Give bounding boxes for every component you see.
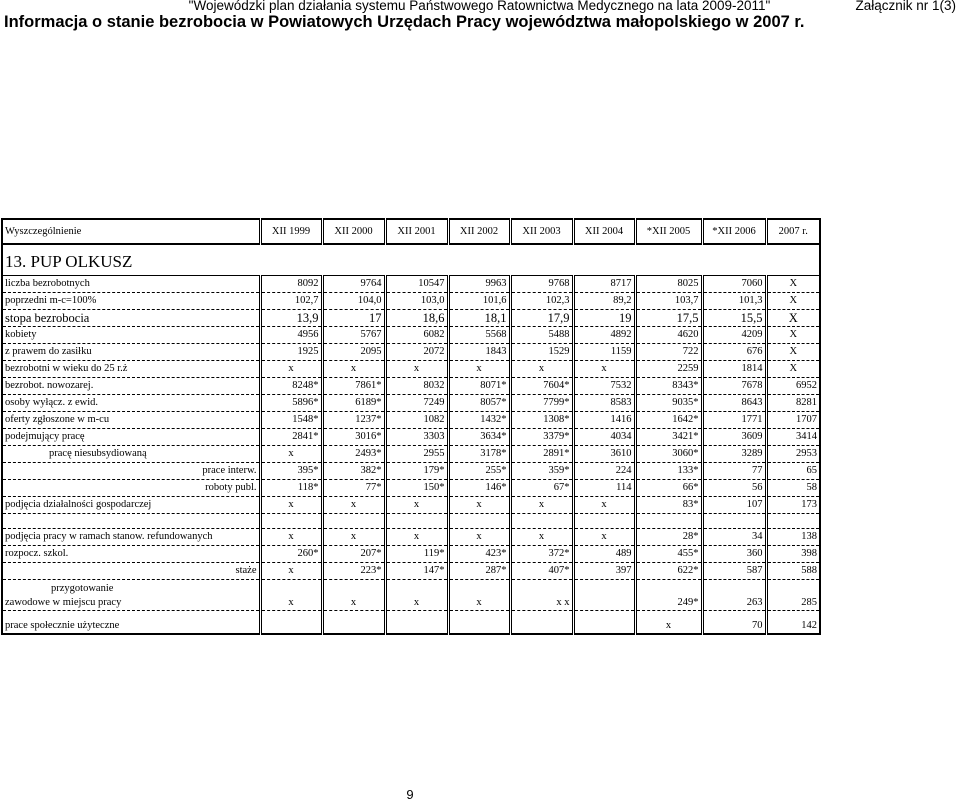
- table-row: [2, 463, 820, 480]
- table-row: [2, 395, 820, 412]
- table-cell: 407*: [510, 563, 573, 580]
- table-cell: 1843: [448, 344, 510, 361]
- table-cell: 146*: [448, 480, 510, 497]
- table-cell: x: [573, 361, 635, 378]
- table-cell: 224: [573, 463, 635, 480]
- table-cell: 147*: [385, 563, 448, 580]
- table-cell: 19: [573, 310, 635, 327]
- table-cell: 676: [702, 344, 766, 361]
- table-cell: 263: [702, 580, 766, 611]
- table-cell: 1771: [702, 412, 766, 429]
- table-cell: x: [573, 529, 635, 546]
- table-cell: 397: [573, 563, 635, 580]
- table-cell: 3421*: [635, 429, 702, 446]
- table-cell: 489: [573, 546, 635, 563]
- row-label: bezrobot. nowozarej.: [2, 378, 260, 395]
- table-cell: 89,2: [573, 293, 635, 310]
- table-cell: 2891*: [510, 446, 573, 463]
- table-cell: [322, 611, 385, 635]
- table-cell: 7060: [702, 276, 766, 293]
- table-cell: 9764: [322, 276, 385, 293]
- table-cell: x: [510, 361, 573, 378]
- row-label: podjęcia działalności gospodarczej: [2, 497, 260, 514]
- table-cell: 1642*: [635, 412, 702, 429]
- table-header-row: [2, 219, 820, 244]
- table-cell: 3609: [702, 429, 766, 446]
- table-cell: 67*: [510, 480, 573, 497]
- column-header: *XII 2005: [635, 219, 702, 244]
- row-label: z prawem do zasiłku: [2, 344, 260, 361]
- table-cell: 2095: [322, 344, 385, 361]
- row-label: prace interw.: [2, 463, 260, 480]
- table-cell: 1529: [510, 344, 573, 361]
- table-cell: 8025: [635, 276, 702, 293]
- table-cell: x x: [510, 580, 573, 611]
- column-header: Wyszczególnienie: [2, 219, 260, 244]
- table-cell: 588: [766, 563, 820, 580]
- spacer-row: [2, 514, 820, 529]
- page-title: Informacja o stanie bezrobocia w Powiatowych Urzędach Pracy województwa małopolskiego w 2007 r.: [4, 13, 805, 31]
- table-cell: 8032: [385, 378, 448, 395]
- table-cell: 2955: [385, 446, 448, 463]
- table-cell: x: [260, 580, 322, 611]
- table-cell: 1237*: [322, 412, 385, 429]
- table-cell: 1308*: [510, 412, 573, 429]
- row-label: staże: [2, 563, 260, 580]
- table-cell: 9963: [448, 276, 510, 293]
- table-cell: 255*: [448, 463, 510, 480]
- table-cell: 8643: [702, 395, 766, 412]
- table-cell: 70: [702, 611, 766, 635]
- table-body: [2, 276, 820, 635]
- table-cell: 101,6: [448, 293, 510, 310]
- row-label-line: zawodowe w miejscu pracy: [5, 597, 122, 608]
- table-cell: x: [322, 361, 385, 378]
- table-cell: X: [766, 293, 820, 310]
- table-cell: [573, 580, 635, 611]
- table-cell: x: [448, 497, 510, 514]
- table-cell: 103,0: [385, 293, 448, 310]
- table-cell: 9035*: [635, 395, 702, 412]
- table-cell: [573, 611, 635, 635]
- section-title: 13. PUP OLKUSZ: [2, 244, 820, 276]
- table-row: [2, 546, 820, 563]
- table-cell: 207*: [322, 546, 385, 563]
- table-cell: 423*: [448, 546, 510, 563]
- table-cell: x: [322, 529, 385, 546]
- table-cell: 6082: [385, 327, 448, 344]
- row-label: bezrobotni w wieku do 25 r.ż: [2, 361, 260, 378]
- table-cell: [510, 611, 573, 635]
- table-cell: [448, 611, 510, 635]
- table-cell: 7678: [702, 378, 766, 395]
- table-cell: x: [448, 361, 510, 378]
- table-cell: 2841*: [260, 429, 322, 446]
- row-label: roboty publ.: [2, 480, 260, 497]
- table-cell: 15,5: [702, 310, 766, 327]
- table-cell: 83*: [635, 497, 702, 514]
- table-cell: 3414: [766, 429, 820, 446]
- row-label: stopa bezrobocia: [2, 310, 260, 327]
- row-label: prace społecznie użyteczne: [2, 611, 260, 635]
- table-cell: X: [766, 361, 820, 378]
- table-cell: X: [766, 310, 820, 327]
- appendix-label: Załącznik nr 1(3): [855, 0, 956, 13]
- table-cell: 107: [702, 497, 766, 514]
- table-row: [2, 276, 820, 293]
- table-cell: 17: [322, 310, 385, 327]
- table-cell: 249*: [635, 580, 702, 611]
- table-cell: 102,3: [510, 293, 573, 310]
- table-cell: 4956: [260, 327, 322, 344]
- row-label-line: przygotowanie: [51, 583, 114, 594]
- table-cell: 10547: [385, 276, 448, 293]
- table-cell: 398: [766, 546, 820, 563]
- table-cell: 372*: [510, 546, 573, 563]
- table-cell: 359*: [510, 463, 573, 480]
- table-cell: 8071*: [448, 378, 510, 395]
- table-cell: 7861*: [322, 378, 385, 395]
- table-cell: 119*: [385, 546, 448, 563]
- table-cell: 2953: [766, 446, 820, 463]
- table-cell: x: [385, 529, 448, 546]
- row-label: poprzedni m-c=100%: [2, 293, 260, 310]
- table-row: [2, 580, 820, 611]
- table-cell: x: [260, 563, 322, 580]
- table-cell: 1814: [702, 361, 766, 378]
- table-cell: 150*: [385, 480, 448, 497]
- table-row: [2, 327, 820, 344]
- table-cell: 4209: [702, 327, 766, 344]
- table-cell: x: [322, 497, 385, 514]
- table-cell: 103,7: [635, 293, 702, 310]
- table-cell: 102,7: [260, 293, 322, 310]
- table-cell: 587: [702, 563, 766, 580]
- table-cell: 5767: [322, 327, 385, 344]
- table-cell: x: [385, 497, 448, 514]
- table-cell: 77*: [322, 480, 385, 497]
- table-cell: 260*: [260, 546, 322, 563]
- unemployment-table: [1, 218, 821, 635]
- column-header: XII 2004: [573, 219, 635, 244]
- table-cell: 3634*: [448, 429, 510, 446]
- table-cell: 1432*: [448, 412, 510, 429]
- table-cell: 58: [766, 480, 820, 497]
- table-cell: 142: [766, 611, 820, 635]
- table-cell: 138: [766, 529, 820, 546]
- table-cell: 360: [702, 546, 766, 563]
- table-cell: 4034: [573, 429, 635, 446]
- column-header: 2007 r.: [766, 219, 820, 244]
- table-cell: 5568: [448, 327, 510, 344]
- column-header: XII 2003: [510, 219, 573, 244]
- table-cell: 1707: [766, 412, 820, 429]
- table-cell: 8248*: [260, 378, 322, 395]
- table-cell: 114: [573, 480, 635, 497]
- table-cell: x: [385, 361, 448, 378]
- table-row: [2, 293, 820, 310]
- table-cell: x: [448, 529, 510, 546]
- table-cell: 9768: [510, 276, 573, 293]
- table-cell: 8092: [260, 276, 322, 293]
- table-cell: 3178*: [448, 446, 510, 463]
- table-row: [2, 563, 820, 580]
- table-cell: 2072: [385, 344, 448, 361]
- row-label: pracę niesubsydiowaną: [2, 446, 260, 463]
- table-cell: 104,0: [322, 293, 385, 310]
- table-cell: X: [766, 327, 820, 344]
- table-cell: 1548*: [260, 412, 322, 429]
- table-cell: x: [385, 580, 448, 611]
- table-cell: 622*: [635, 563, 702, 580]
- table-cell: 8057*: [448, 395, 510, 412]
- column-header: XII 2001: [385, 219, 448, 244]
- table-row: [2, 378, 820, 395]
- table-cell: x: [448, 580, 510, 611]
- row-label: osoby wyłącz. z ewid.: [2, 395, 260, 412]
- table-cell: 18,6: [385, 310, 448, 327]
- table-cell: 223*: [322, 563, 385, 580]
- table-cell: 1082: [385, 412, 448, 429]
- table-cell: 3303: [385, 429, 448, 446]
- table-cell: 6189*: [322, 395, 385, 412]
- table-cell: x: [510, 529, 573, 546]
- row-label: oferty zgłoszone w m-cu: [2, 412, 260, 429]
- row-label: [2, 580, 260, 611]
- table-cell: x: [260, 497, 322, 514]
- table-cell: 3289: [702, 446, 766, 463]
- row-label: liczba bezrobotnych: [2, 276, 260, 293]
- table-cell: 3379*: [510, 429, 573, 446]
- table-cell: 8343*: [635, 378, 702, 395]
- table-cell: 455*: [635, 546, 702, 563]
- table-cell: 7249: [385, 395, 448, 412]
- table-cell: 382*: [322, 463, 385, 480]
- row-label: kobiety: [2, 327, 260, 344]
- table-cell: 4620: [635, 327, 702, 344]
- table-cell: 65: [766, 463, 820, 480]
- table-cell: x: [322, 580, 385, 611]
- table-cell: 7532: [573, 378, 635, 395]
- column-header: XII 1999: [260, 219, 322, 244]
- table-cell: 17,5: [635, 310, 702, 327]
- table-cell: 8717: [573, 276, 635, 293]
- table-cell: x: [260, 361, 322, 378]
- row-label: podejmujący pracę: [2, 429, 260, 446]
- table-cell: 6952: [766, 378, 820, 395]
- table-cell: 2493*: [322, 446, 385, 463]
- table-cell: 5488: [510, 327, 573, 344]
- table-cell: 3610: [573, 446, 635, 463]
- row-label: rozpocz. szkol.: [2, 546, 260, 563]
- table-row: [2, 611, 820, 635]
- table-cell: [260, 611, 322, 635]
- table-row: [2, 310, 820, 327]
- table-cell: 173: [766, 497, 820, 514]
- table-row: [2, 429, 820, 446]
- column-header: XII 2002: [448, 219, 510, 244]
- table-cell: 66*: [635, 480, 702, 497]
- table-cell: 2259: [635, 361, 702, 378]
- table-cell: 3016*: [322, 429, 385, 446]
- table-row: [2, 446, 820, 463]
- table-cell: 395*: [260, 463, 322, 480]
- table-cell: x: [260, 446, 322, 463]
- table-cell: 77: [702, 463, 766, 480]
- table-cell: 179*: [385, 463, 448, 480]
- table-cell: 56: [702, 480, 766, 497]
- table-row: [2, 361, 820, 378]
- table-cell: 13,9: [260, 310, 322, 327]
- table-cell: 18,1: [448, 310, 510, 327]
- table-cell: 118*: [260, 480, 322, 497]
- table-cell: 7799*: [510, 395, 573, 412]
- document-header-quote: "Wojewódzki plan działania systemu Państwowego Ratownictwa Medycznego na lata 2009-2011": [188, 0, 771, 13]
- column-header: XII 2000: [322, 219, 385, 244]
- row-label: podjęcia pracy w ramach stanow. refundowanych: [2, 529, 260, 546]
- table-cell: 285: [766, 580, 820, 611]
- page-number: 9: [406, 787, 414, 802]
- column-header: *XII 2006: [702, 219, 766, 244]
- table-cell: 34: [702, 529, 766, 546]
- table-cell: 287*: [448, 563, 510, 580]
- table-cell: 8583: [573, 395, 635, 412]
- table-row: [2, 412, 820, 429]
- table-cell: 28*: [635, 529, 702, 546]
- table-cell: X: [766, 344, 820, 361]
- table-row: [2, 529, 820, 546]
- section-title-row: [2, 244, 820, 276]
- table-cell: 17,9: [510, 310, 573, 327]
- table-cell: 133*: [635, 463, 702, 480]
- table-cell: 1159: [573, 344, 635, 361]
- table-cell: 722: [635, 344, 702, 361]
- table-cell: x: [573, 497, 635, 514]
- table-cell: 4892: [573, 327, 635, 344]
- table-cell: [385, 611, 448, 635]
- table-cell: 8281: [766, 395, 820, 412]
- table-cell: 3060*: [635, 446, 702, 463]
- table-cell: 5896*: [260, 395, 322, 412]
- table-cell: 1925: [260, 344, 322, 361]
- table-row: [2, 480, 820, 497]
- table-row: [2, 344, 820, 361]
- table-cell: x: [510, 497, 573, 514]
- table-cell: 7604*: [510, 378, 573, 395]
- table-row: [2, 497, 820, 514]
- table-cell: 101,3: [702, 293, 766, 310]
- table-cell: x: [260, 529, 322, 546]
- table-cell: x: [635, 611, 702, 635]
- table-cell: 1416: [573, 412, 635, 429]
- table-cell: X: [766, 276, 820, 293]
